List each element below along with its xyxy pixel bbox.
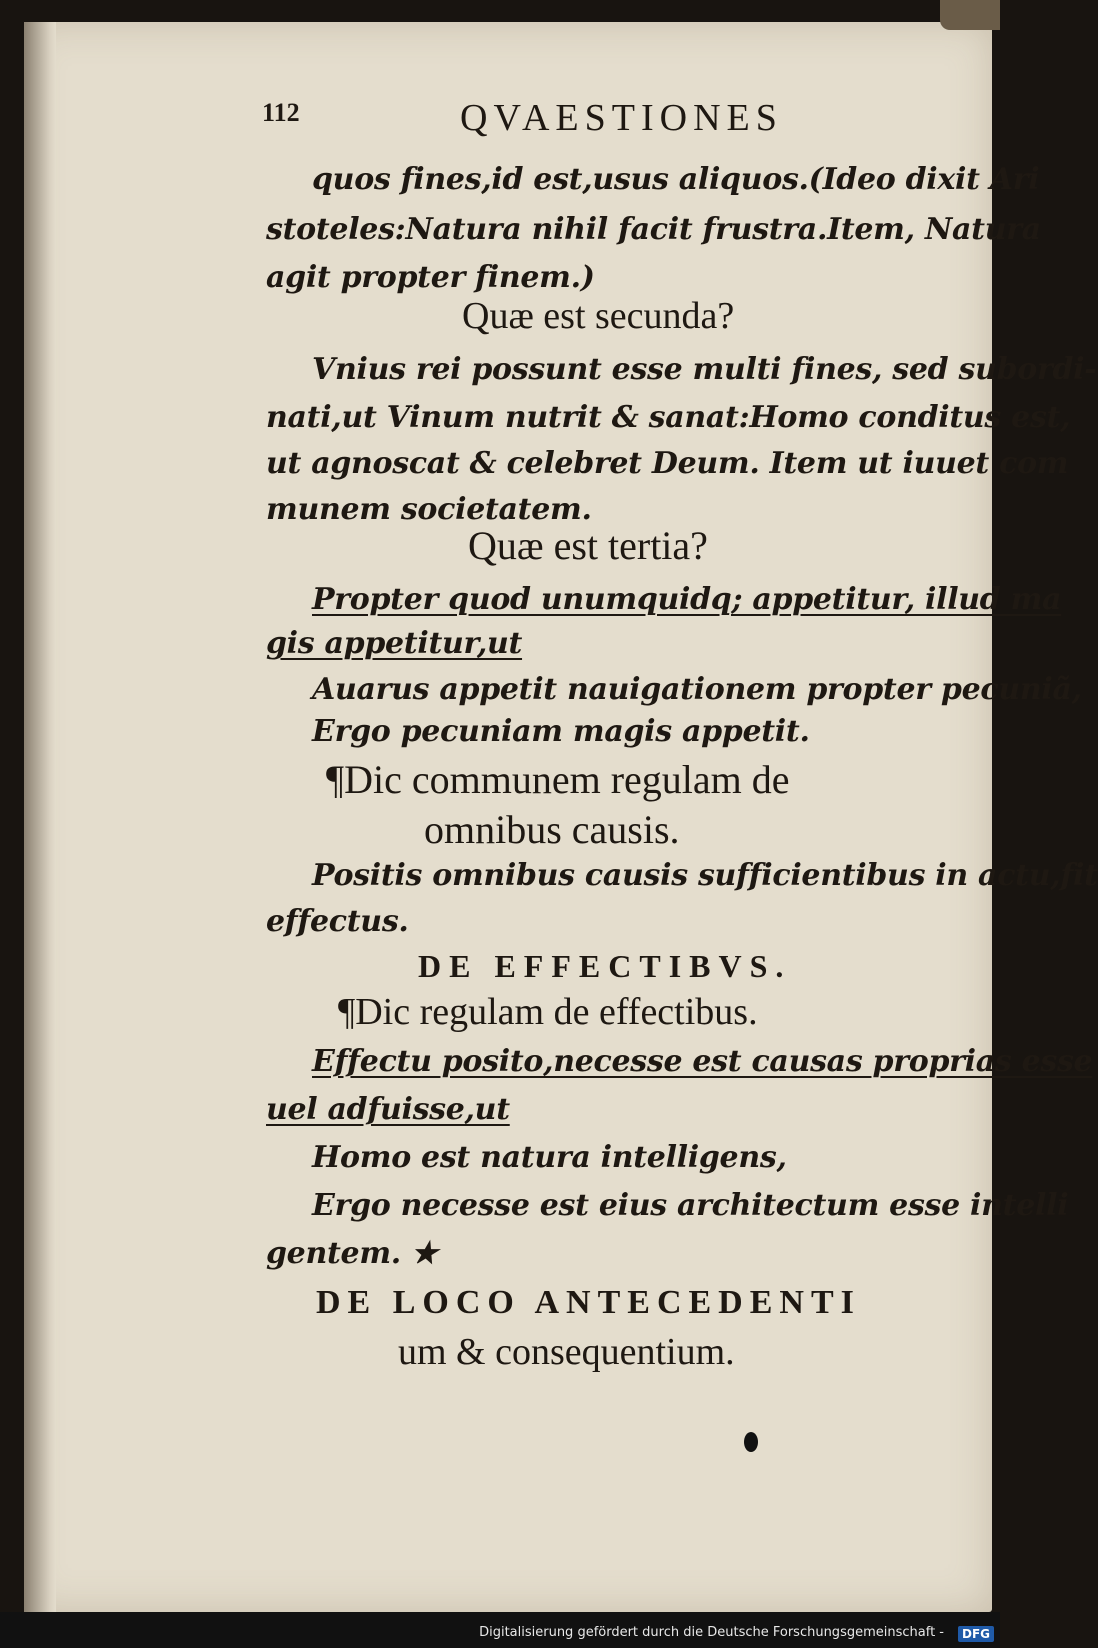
- text-line: nati,ut Vinum nutrit & sanat:Homo conditus est,: [266, 400, 1071, 435]
- section-question: Quæ est secunda?: [462, 295, 735, 337]
- text-line: effectus.: [266, 904, 409, 939]
- text-line: ut agnoscat & celebret Deum. Item ut iuuet com: [266, 446, 1069, 481]
- section-heading: omnibus causis.: [424, 807, 680, 852]
- text-line: Effectu posito,necesse est causas proprias esse: [312, 1044, 1093, 1079]
- chapter-heading: DE LOCO ANTECEDENTI: [316, 1284, 861, 1321]
- text-line: Positis omnibus causis sufficientibus in actu,fit: [312, 858, 1098, 893]
- running-head: QVAESTIONES: [460, 97, 783, 139]
- text-line: Auarus appetit nauigationem propter pecuniã,: [312, 672, 1082, 707]
- text-line: Homo est natura intelligens,: [312, 1140, 787, 1175]
- section-heading: um & consequentium.: [398, 1331, 735, 1373]
- page-number: 112: [262, 98, 300, 127]
- text-line: Ergo necesse est eius architectum esse intelli: [312, 1188, 1069, 1223]
- text-line: agit propter finem.): [266, 260, 595, 295]
- text-line: stoteles:Natura nihil facit frustra.Item, Natura: [266, 212, 1041, 247]
- page-corner: [940, 0, 1000, 30]
- section-question: Quæ est tertia?: [468, 523, 708, 568]
- chapter-heading: DE EFFECTIBVS.: [418, 948, 792, 984]
- section-heading: ¶Dic regulam de effectibus.: [338, 991, 758, 1033]
- text-line: Ergo pecuniam magis appetit.: [312, 714, 810, 749]
- text-line: gentem. ★: [266, 1236, 438, 1271]
- digitization-credit: Digitalisierung gefördert durch die Deutsche Forschungsgemeinschaft -: [479, 1625, 944, 1640]
- text-line: uel adfuisse,ut: [266, 1092, 510, 1127]
- ink-blot: [744, 1432, 758, 1452]
- page-gutter: [24, 22, 56, 1612]
- section-heading: ¶Dic communem regulam de: [326, 757, 790, 802]
- text-line: munem societatem.: [266, 492, 592, 527]
- text-line: Vnius rei possunt esse multi fines, sed subordi-: [312, 352, 1097, 387]
- text-line: gis appetitur,ut: [266, 626, 523, 661]
- text-line: quos fines,id est,usus aliquos.(Ideo dixit Ari: [312, 162, 1040, 197]
- dfg-logo: DFG: [958, 1626, 994, 1642]
- text-line: Propter quod unumquidq; appetitur, illud ma: [312, 582, 1062, 617]
